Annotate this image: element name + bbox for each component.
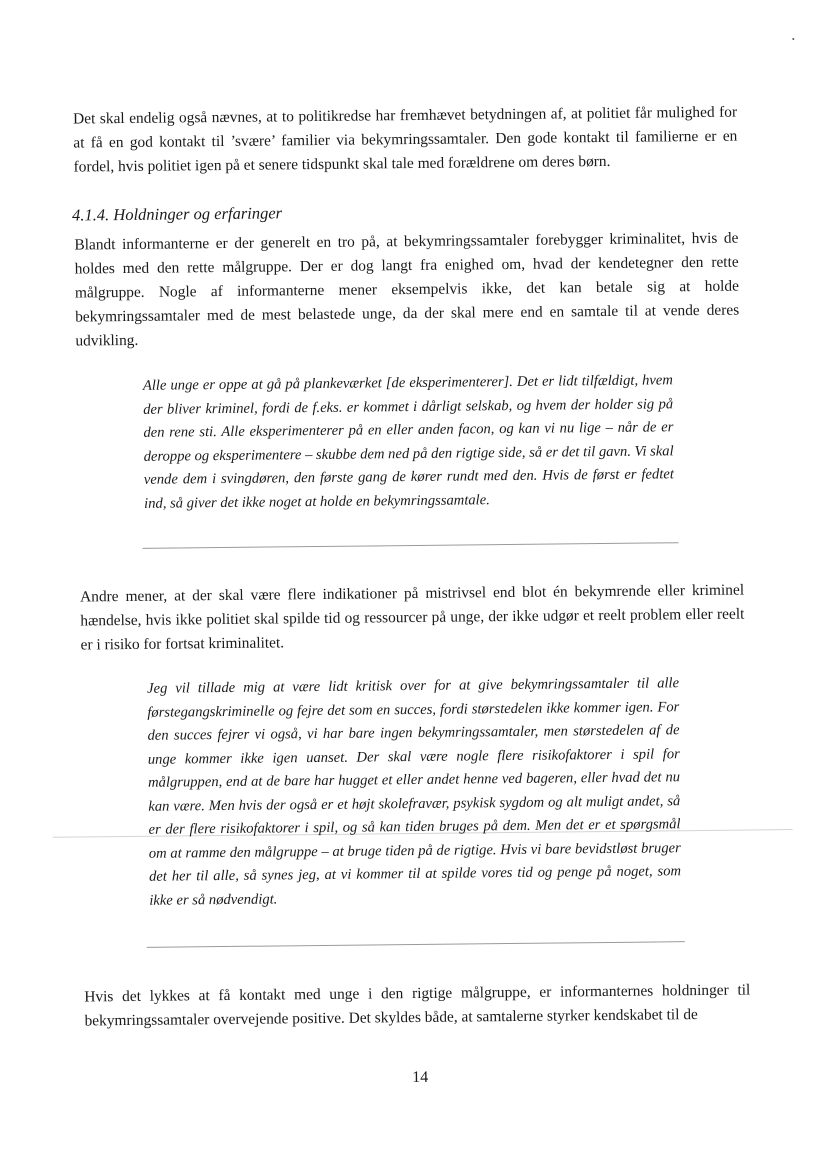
middle-paragraph: Andre mener, at der skal være flere indikationer på mistrivsel end blot én bekymrende eller kriminel hændelse, hvis ikke politiet skal spilde tid og ressourcer på unge, der ikke udgør et reelt problem eller reelt er i risiko for fortsat kriminalitet. [80,581,745,654]
block-quote-second: Jeg vil tillade mig at være lidt kritisk over for at give bekymringssamtaler til alle førstegangskriminelle og fejre det som en succes, fordi størstedelen ikke kommer igen. For den succes fejrer vi også, vi har bare ingen bekymringssamtaler, men størstedelen af de unge kommer ikke igen uanset. Der skal være nogle flere risikofaktorer i spil for målgruppen, end at de bare har hugget et eller andet henne ved bageren, eller hvad det nu kan være. Men hvis der også er et højt skolefravær, psykisk sygdom og alt muligt andet, så er der flere risikofaktorer i spil, og så kan tiden bruges på dem. Men det er et spørgsmål om at ramme den målgruppe – at bruge tiden på de rigtige. Hvis vi bare bevidstløst bruger det her til alle, så synes jeg, at vi kommer til at spilde vores tid og penge på noget, som ikke er så nødvendigt. [146,675,682,909]
page-number: 14 [412,1068,429,1087]
closing-paragraph: Hvis det lykkes at få kontakt med unge i den rigtige målgruppe, er informanternes holdninger til bekymringssamtaler overvejende positive. Det skyldes både, at samtalerne styrker kendskabet til de [84,981,751,1030]
scan-speck [792,38,794,40]
intro-paragraph: Det skal endelig også nævnes, at to politikredse har fremhævet betydningen af, at politiet får mulighed for at få en god kontakt til ’svære’ familier via bekymringssamtaler. Den gode kontakt til familierne er en fordel, hvis politiet igen på et senere tidspunkt skal tale med forældrene om deres børn. [73,103,738,176]
quote-divider-first [143,542,679,549]
section-heading: 4.1.4. Holdninger og erfaringer [72,203,283,225]
block-quote-first: Alle unge er oppe at gå på plankeværket [de eksperimenterer]. Det er lidt tilfældigt, hvem der bliver kriminel, fordi de f.eks. er kommet i dårligt selskab, og hvem der holder sig på den rene sti. Alle eksperimenterer på en eller anden facon, og kan vi nu lige – når de er deroppe og eksperimentere – skubbe dem ned på den rigtige side, så er det til gavn. Vi skal vende dem i svingdøren, den første gang de kører rundt med den. Hvis de først er fedtet ind, så giver det ikke noget at holde en bekymringssamtale. [142,372,674,512]
quote-divider-second [147,941,685,948]
section-body-paragraph: Blandt informanterne er der generelt en tro på, at bekymringssamtaler forebygger kriminalitet, hvis de holdes med den rette målgruppe. Der er dog langt fra enighed om, hvad der kendetegner den rette målgruppe. Nogle af informanterne mener eksempelvis ikke, det kan betale sig at holde bekymringssamtaler med de mest belastede unge, da der skal mere end en samtale til at vende deres udvikling. [74,229,740,350]
